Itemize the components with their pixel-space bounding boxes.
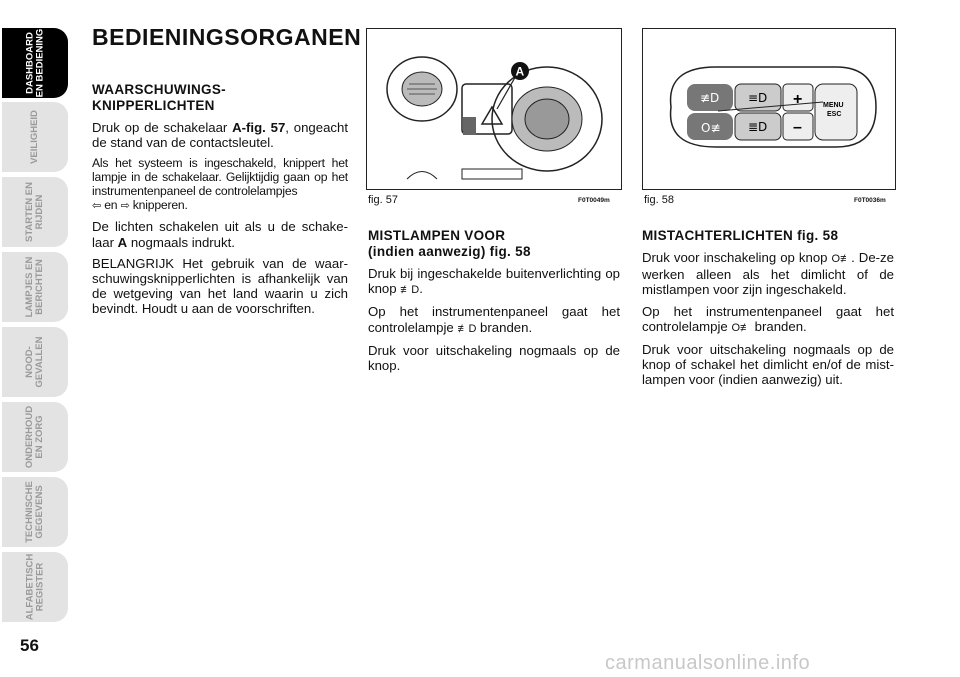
fog-light-buttons-illustration (643, 29, 895, 189)
arrow-right-icon: ⇨ (120, 200, 130, 213)
paragraph: Druk bij ingeschakelde buitenverlichting op knop ≢D. (368, 266, 620, 297)
section-heading: MISTLAMPEN VOOR (indien aanwezig) fig. 58 (368, 228, 531, 259)
tab-veiligheid[interactable] (2, 102, 68, 172)
tab-dashboard[interactable] (2, 28, 68, 98)
tab-label: TECHNISCHE GEGEVENS (24, 481, 45, 543)
paragraph: Op het instrumentenpaneel gaat het controlelampje O≢ branden. (642, 303, 894, 334)
tab-lampjes[interactable] (2, 252, 68, 322)
hazard-switch-illustration (367, 29, 621, 189)
front-fog-icon: ≢D (400, 284, 420, 297)
plus-label: + (793, 91, 803, 108)
section-heading: WAARSCHUWINGS- KNIPPERLICHTEN (92, 82, 226, 113)
paragraph: Druk voor uitschakeling nogmaals op de knop of schakel het dimlicht en/of de mist-lampen voor (indien aanwezig) uit. (642, 342, 894, 388)
paragraph: Als het systeem is ingeschakeld, knippert het lampje in de schakelaar. Gelijktijdig gaan op het instrumentenpaneel de controlelampjes ⇦ en ⇨ knipperen. (92, 156, 348, 213)
front-fog-icon: ≢D (700, 91, 720, 105)
paragraph: De lichten schakelen uit als u de schake-laar A nogmaals indrukt. (92, 219, 348, 250)
column-rear-fog (642, 228, 894, 394)
chapter-tabs (0, 0, 74, 640)
tab-technische[interactable] (2, 477, 68, 547)
paragraph: Op het instrumentenpaneel gaat het controlelampje ≢D branden. (368, 304, 620, 335)
tab-starten[interactable] (2, 177, 68, 247)
column-hazard (92, 82, 348, 323)
page-number: 56 (20, 636, 39, 655)
esc-label: ESC (827, 111, 842, 118)
rear-fog-icon: O≢ (701, 121, 721, 135)
rear-fog-icon: O≢ (731, 321, 751, 334)
tab-label: LAMPJES EN BERICHTEN (24, 256, 45, 318)
tab-label: STARTEN EN RIJDEN (24, 182, 45, 242)
paragraph: Druk op de schakelaar A-fig. 57, ongeacht de stand van de contactsleutel. (92, 120, 348, 151)
figure-label: fig. 58 (644, 194, 674, 206)
high-beam-icon: ≣D (748, 120, 768, 134)
tab-label: VEILIGHEID (29, 110, 40, 164)
figure-code: F0T0049m (578, 197, 610, 204)
watermark: carmanualsonline.info (605, 652, 811, 674)
tab-onderhoud[interactable] (2, 402, 68, 472)
menu-label: MENU (823, 102, 844, 109)
paragraph: Druk voor uitschakeling nogmaals op de knop. (368, 342, 620, 374)
tab-label: DASHBOARD EN BEDIENING (24, 28, 45, 98)
tab-register[interactable] (2, 552, 68, 622)
minus-label: – (793, 119, 802, 136)
tab-label: ONDERHOUD EN ZORG (24, 405, 45, 469)
tab-label: ALFABETISCH REGISTER (24, 553, 45, 621)
column-front-fog (368, 228, 620, 379)
fig-marker: A (515, 64, 525, 79)
tab-label: NOOD- GEVALLEN (24, 336, 45, 388)
rear-fog-icon: O≢ (831, 253, 852, 265)
page-title: BEDIENINGSORGANEN (92, 24, 362, 50)
figure-label: fig. 57 (368, 194, 398, 206)
figure-57 (366, 28, 622, 190)
figure-58 (642, 28, 896, 190)
paragraph: BELANGRIJK Het gebruik van de waar-schuwingsknipperlichten is afhankelijk van de wetgeving van het land waarin u zich bevindt. Houdt u aan de voorschriften. (92, 255, 348, 317)
figure-code: F0T0036m (854, 197, 886, 204)
tab-noodgevallen[interactable] (2, 327, 68, 397)
section-heading: MISTACHTERLICHTEN fig. 58 (642, 228, 839, 243)
low-beam-icon: ≡D (748, 91, 768, 105)
front-fog-icon: ≢D (457, 322, 477, 335)
arrow-left-icon: ⇦ (92, 200, 102, 213)
paragraph: Druk voor inschakeling op knop O≢. De-ze werken alleen als het dimlicht of de mistlampen voor zijn ingeschakeld. (642, 250, 894, 298)
